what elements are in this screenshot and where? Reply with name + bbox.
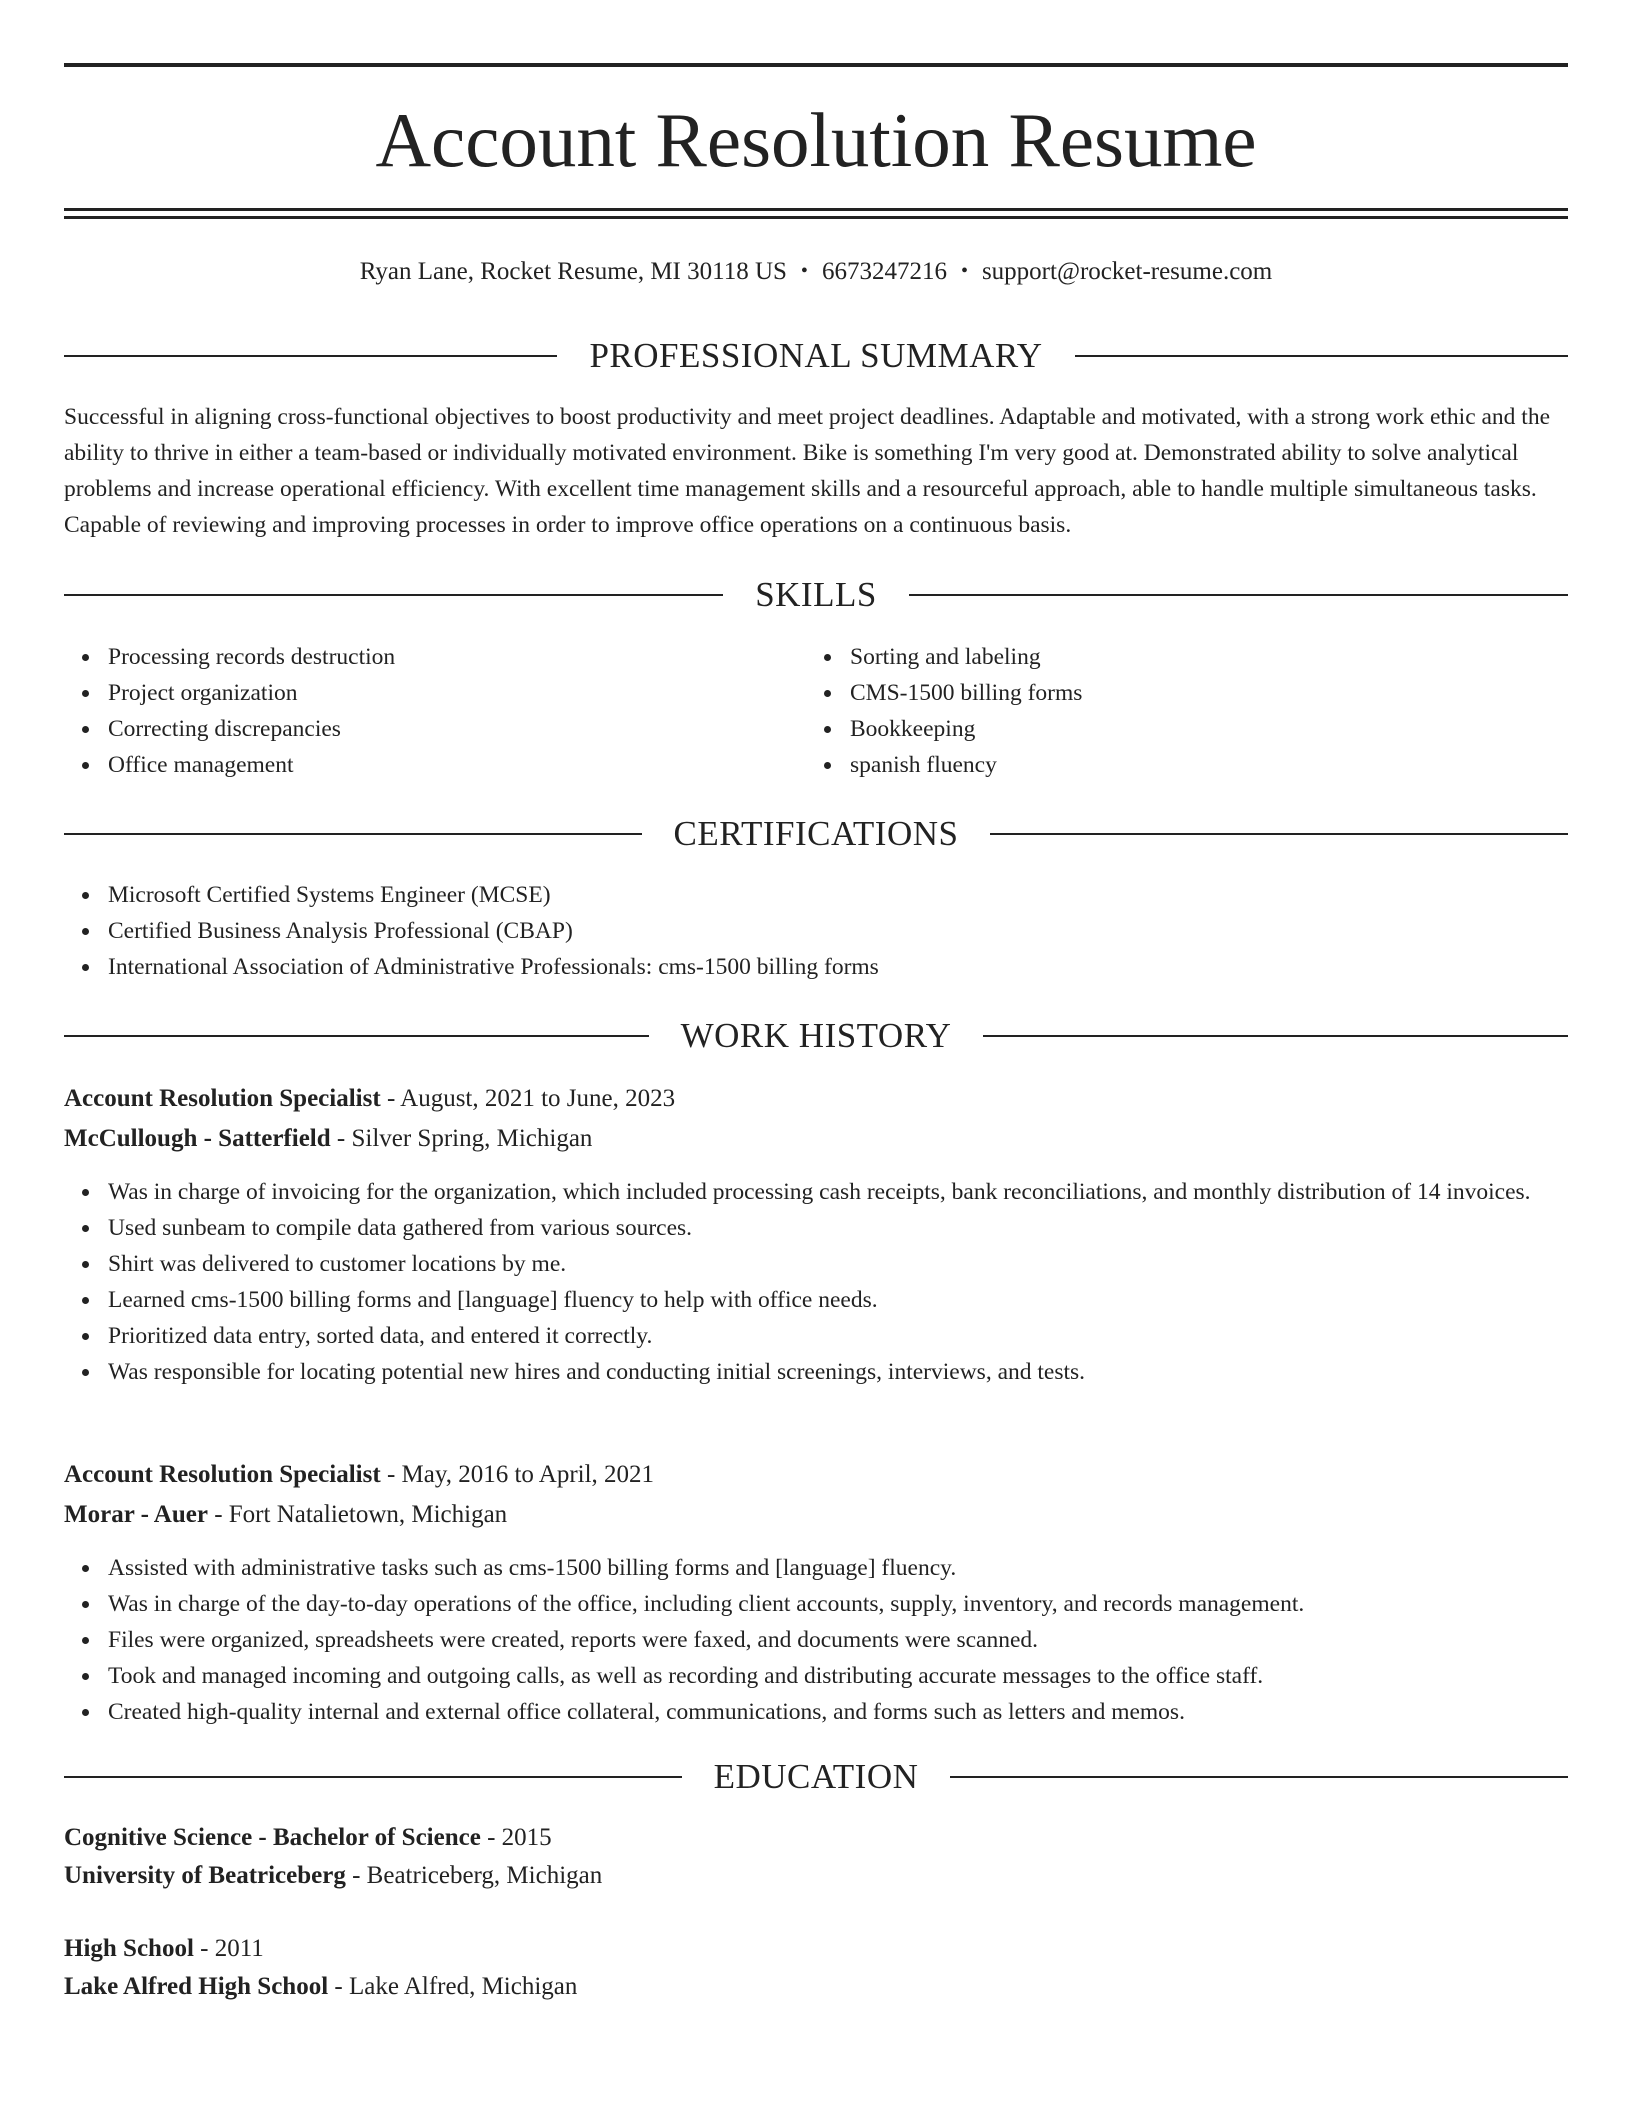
job-bullet: Was in charge of the day-to-day operations of the office, including client accounts, supply, inventory, and records management. <box>64 1586 1568 1622</box>
job-location: - Silver Spring, Michigan <box>330 1125 593 1152</box>
section-rule <box>1075 355 1568 357</box>
resume-title: Account Resolution Resume <box>375 97 1257 183</box>
title-rule-lower <box>64 216 1568 219</box>
job-bullet: Created high-quality internal and external office collateral, communications, and forms such as letters and memos. <box>64 1694 1568 1730</box>
top-rule <box>64 63 1568 67</box>
job-bullet: Used sunbeam to compile data gathered from various sources. <box>64 1210 1568 1246</box>
section-title-education: EDUCATION <box>713 1757 919 1796</box>
skill-item: spanish fluency <box>806 747 1506 783</box>
job-company-line <box>64 1496 1568 1534</box>
job-company-line <box>64 1120 1568 1158</box>
summary-text: Successful in aligning cross-functional objectives to boost productivity and meet project deadlines. Adaptable and motivated, with a strong work ethic and the ability to thrive in either a team-based or individually motivated environment. Bike is something I'm very good at. Demonstrated ability to solve analytical problems and increase operational efficiency. With excellent time management skills and a resourceful approach, able to handle multiple simultaneous tasks. Capable of reviewing and improving processes in order to improve office operations on a continuous basis. <box>64 404 1551 538</box>
job-bullet: Assisted with administrative tasks such as cms-1500 billing forms and [language] fluency. <box>64 1550 1568 1586</box>
education-degree: High School <box>64 1935 194 1962</box>
job-bullet: Files were organized, spreadsheets were created, reports were faxed, and documents were scanned. <box>64 1622 1568 1658</box>
contact-phone: 6673247216 <box>821 258 947 285</box>
skill-item: CMS-1500 billing forms <box>806 675 1506 711</box>
section-rule <box>64 594 723 596</box>
contact-separator: • <box>960 260 968 282</box>
job-dates: - August, 2021 to June, 2023 <box>380 1085 676 1112</box>
section-title-certifications: CERTIFICATIONS <box>673 814 959 853</box>
section-title-summary: PROFESSIONAL SUMMARY <box>589 336 1043 375</box>
job-bullet-list <box>64 1550 1568 1730</box>
job-company: Morar - Auer <box>64 1501 208 1528</box>
job-bullet: Prioritized data entry, sorted data, and entered it correctly. <box>64 1318 1568 1354</box>
contact-line <box>64 254 1568 289</box>
job-bullet: Learned cms-1500 billing forms and [language] fluency to help with office needs. <box>64 1282 1568 1318</box>
certification-item: International Association of Administrative Professionals: cms-1500 billing forms <box>64 949 1568 985</box>
section-rule <box>64 355 557 357</box>
section-rule <box>950 1776 1568 1778</box>
job-title-line <box>64 1080 1568 1118</box>
skill-item: Sorting and labeling <box>806 639 1506 675</box>
education-location: - Lake Alfred, Michigan <box>328 1973 578 2000</box>
education-school-line <box>64 1857 1568 1895</box>
section-rule <box>64 1035 649 1037</box>
section-header-summary <box>64 336 1568 376</box>
education-school: University of Beatriceberg <box>64 1862 346 1889</box>
job-title-line <box>64 1456 1568 1494</box>
job-bullet: Took and managed incoming and outgoing calls, as well as recording and distributing accurate messages to the office staff. <box>64 1658 1568 1694</box>
job-dates: - May, 2016 to April, 2021 <box>380 1461 655 1488</box>
certifications-list <box>64 877 1568 985</box>
skill-item: Office management <box>64 747 764 783</box>
section-header-certifications <box>64 814 1568 854</box>
job-bullet: Was in charge of invoicing for the organization, which included processing cash receipts, bank reconciliations, and monthly distribution of 14 invoices. <box>64 1174 1568 1210</box>
section-rule <box>990 833 1568 835</box>
contact-email: support@rocket-resume.com <box>981 258 1273 285</box>
section-header-skills <box>64 575 1568 615</box>
education-school: Lake Alfred High School <box>64 1973 329 2000</box>
job-location: - Fort Natalietown, Michigan <box>207 1501 508 1528</box>
job-bullet: Shirt was delivered to customer locations by me. <box>64 1246 1568 1282</box>
skill-item: Processing records destruction <box>64 639 764 675</box>
education-year: - 2015 <box>480 1824 552 1851</box>
skills-list-right <box>806 639 1506 783</box>
title-rule-upper <box>64 208 1568 211</box>
contact-separator: • <box>800 260 808 282</box>
job-title: Account Resolution Specialist <box>64 1085 381 1112</box>
section-title-work-history: WORK HISTORY <box>680 1016 952 1055</box>
education-degree-line <box>64 1819 1568 1857</box>
section-header-education <box>64 1757 1568 1797</box>
job-company: McCullough - Satterfield <box>64 1125 331 1152</box>
education-school-line <box>64 1968 1568 2006</box>
contact-address: Ryan Lane, Rocket Resume, MI 30118 US <box>359 258 787 285</box>
education-location: - Beatriceberg, Michigan <box>345 1862 603 1889</box>
skill-item: Correcting discrepancies <box>64 711 764 747</box>
job-bullet-list <box>64 1174 1568 1390</box>
section-header-work-history <box>64 1016 1568 1056</box>
section-rule <box>983 1035 1568 1037</box>
education-year: - 2011 <box>193 1935 264 1962</box>
section-rule <box>64 833 642 835</box>
section-rule <box>64 1776 682 1778</box>
education-degree: Cognitive Science - Bachelor of Science <box>64 1824 481 1851</box>
job-bullet: Was responsible for locating potential new hires and conducting initial screenings, interviews, and tests. <box>64 1354 1568 1390</box>
section-rule <box>909 594 1568 596</box>
skills-list-left <box>64 639 764 783</box>
certification-item: Certified Business Analysis Professional (CBAP) <box>64 913 1568 949</box>
section-title-skills: SKILLS <box>755 575 877 614</box>
skill-item: Project organization <box>64 675 764 711</box>
job-title: Account Resolution Specialist <box>64 1461 381 1488</box>
certification-item: Microsoft Certified Systems Engineer (MCSE) <box>64 877 1568 913</box>
skill-item: Bookkeeping <box>806 711 1506 747</box>
education-degree-line <box>64 1930 1568 1968</box>
